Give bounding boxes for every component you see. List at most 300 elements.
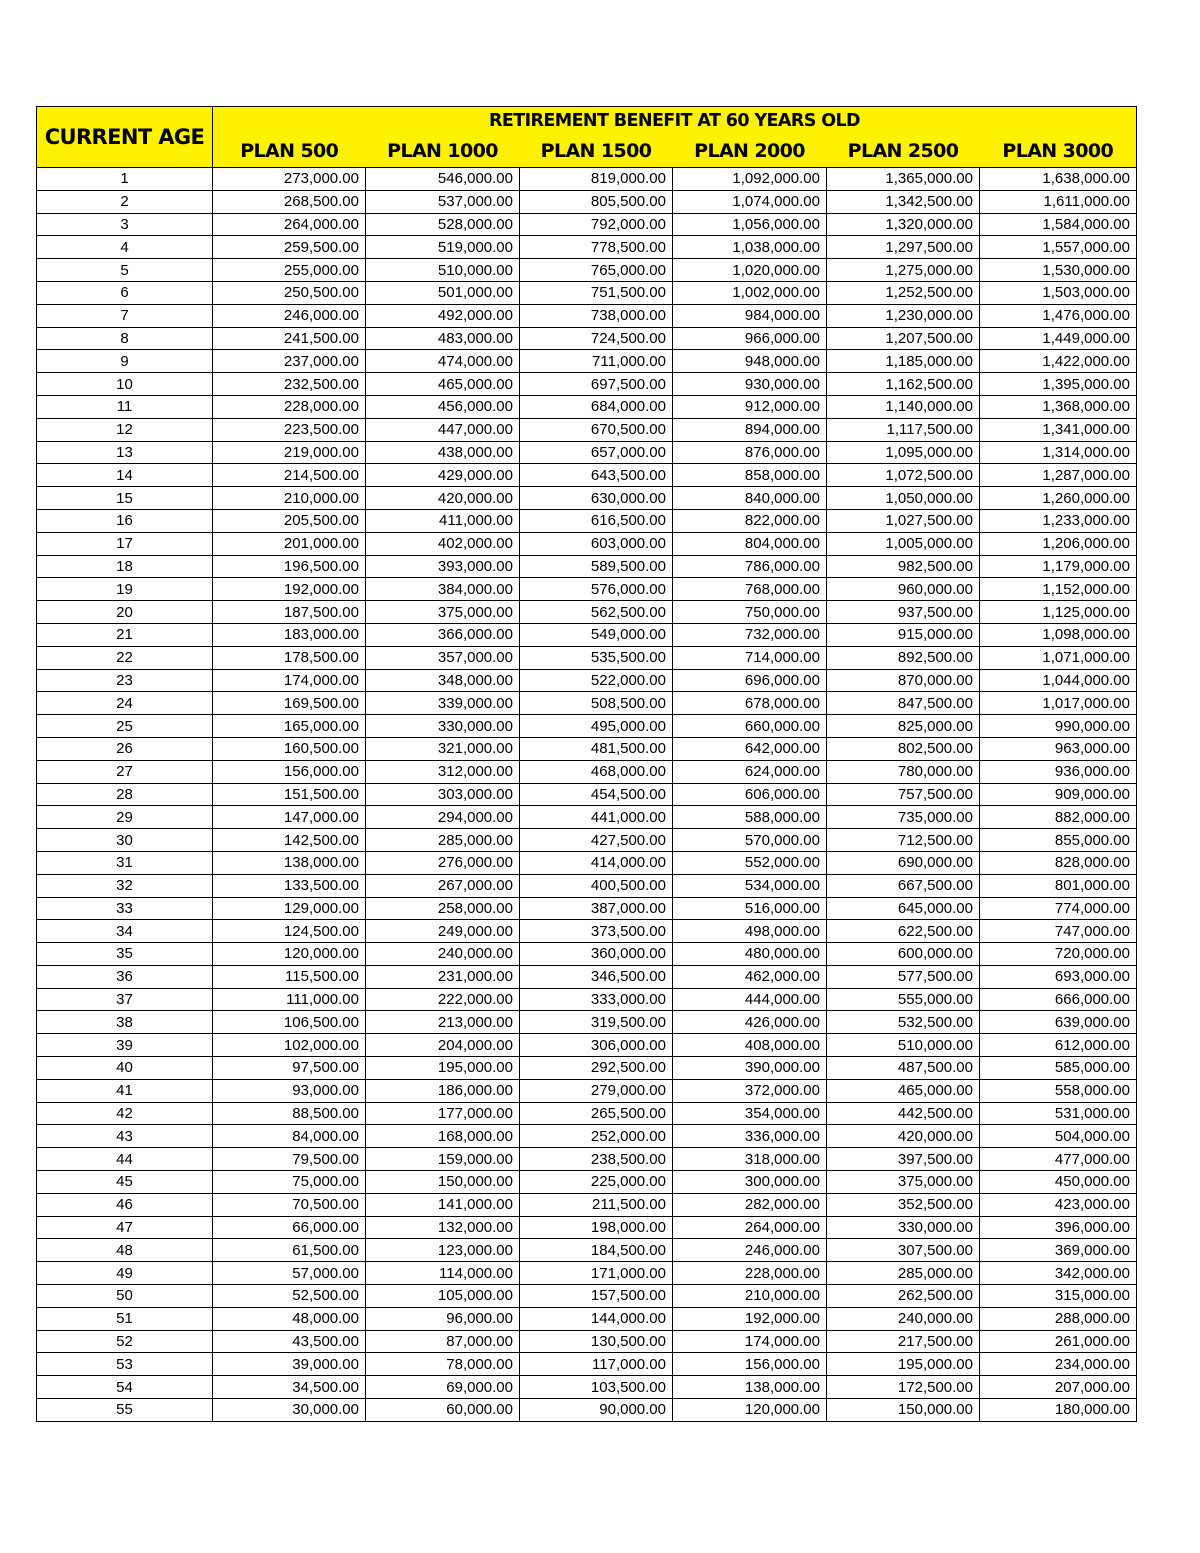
age-cell: 46: [37, 1193, 213, 1216]
benefit-cell: 48,000.00: [213, 1307, 366, 1330]
table-row: [37, 601, 1137, 624]
age-cell: 33: [37, 897, 213, 920]
benefit-cell: 492,000.00: [366, 304, 520, 327]
benefit-cell: 1,638,000.00: [980, 168, 1137, 191]
benefit-cell: 120,000.00: [213, 943, 366, 966]
benefit-cell: 528,000.00: [366, 213, 520, 236]
benefit-cell: 711,000.00: [520, 350, 673, 373]
benefit-cell: 288,000.00: [980, 1307, 1137, 1330]
benefit-cell: 396,000.00: [980, 1216, 1137, 1239]
benefit-cell: 420,000.00: [366, 487, 520, 510]
benefit-cell: 150,000.00: [366, 1171, 520, 1194]
benefit-cell: 498,000.00: [673, 920, 827, 943]
age-cell: 42: [37, 1102, 213, 1125]
benefit-cell: 792,000.00: [520, 213, 673, 236]
benefit-cell: 174,000.00: [673, 1330, 827, 1353]
age-cell: 20: [37, 601, 213, 624]
table-row: [37, 350, 1137, 373]
benefit-cell: 1,368,000.00: [980, 395, 1137, 418]
benefit-cell: 606,000.00: [673, 783, 827, 806]
benefit-cell: 267,000.00: [366, 874, 520, 897]
benefit-cell: 519,000.00: [366, 236, 520, 259]
benefit-cell: 858,000.00: [673, 464, 827, 487]
benefit-cell: 250,500.00: [213, 281, 366, 304]
age-cell: 52: [37, 1330, 213, 1353]
age-cell: 32: [37, 874, 213, 897]
benefit-cell: 111,000.00: [213, 988, 366, 1011]
age-cell: 49: [37, 1262, 213, 1285]
age-cell: 35: [37, 943, 213, 966]
benefit-cell: 876,000.00: [673, 441, 827, 464]
benefit-cell: 147,000.00: [213, 806, 366, 829]
table-row: [37, 1285, 1137, 1308]
benefit-cell: 60,000.00: [366, 1399, 520, 1422]
benefit-cell: 105,000.00: [366, 1285, 520, 1308]
benefit-cell: 589,500.00: [520, 555, 673, 578]
benefit-cell: 960,000.00: [827, 578, 980, 601]
benefit-cell: 822,000.00: [673, 509, 827, 532]
retirement-benefit-title: RETIREMENT BENEFIT AT 60 YEARS OLD: [213, 107, 1137, 136]
age-cell: 10: [37, 373, 213, 396]
benefit-cell: 262,500.00: [827, 1285, 980, 1308]
benefit-cell: 537,000.00: [366, 190, 520, 213]
age-cell: 28: [37, 783, 213, 806]
table-body: [37, 168, 1137, 1422]
benefit-cell: 639,000.00: [980, 1011, 1137, 1034]
benefit-cell: 535,500.00: [520, 646, 673, 669]
table-row: [37, 259, 1137, 282]
table-row: [37, 190, 1137, 213]
benefit-cell: 198,000.00: [520, 1216, 673, 1239]
benefit-cell: 1,320,000.00: [827, 213, 980, 236]
age-cell: 37: [37, 988, 213, 1011]
benefit-cell: 192,000.00: [673, 1307, 827, 1330]
table-row: [37, 1399, 1137, 1422]
benefit-cell: 1,056,000.00: [673, 213, 827, 236]
table-row: [37, 1262, 1137, 1285]
benefit-cell: 684,000.00: [520, 395, 673, 418]
benefit-cell: 802,500.00: [827, 737, 980, 760]
table-row: [37, 1239, 1137, 1262]
benefit-cell: 79,500.00: [213, 1148, 366, 1171]
benefit-cell: 427,500.00: [520, 829, 673, 852]
table-row: [37, 897, 1137, 920]
table-row: [37, 737, 1137, 760]
benefit-cell: 61,500.00: [213, 1239, 366, 1262]
benefit-cell: 1,287,000.00: [980, 464, 1137, 487]
benefit-cell: 1,207,500.00: [827, 327, 980, 350]
retirement-benefit-table: [36, 106, 1137, 1422]
benefit-cell: 70,500.00: [213, 1193, 366, 1216]
benefit-cell: 468,000.00: [520, 760, 673, 783]
benefit-cell: 387,000.00: [520, 897, 673, 920]
benefit-cell: 696,000.00: [673, 669, 827, 692]
benefit-cell: 177,000.00: [366, 1102, 520, 1125]
benefit-cell: 780,000.00: [827, 760, 980, 783]
benefit-cell: 156,000.00: [673, 1353, 827, 1376]
benefit-cell: 225,000.00: [520, 1171, 673, 1194]
age-cell: 25: [37, 715, 213, 738]
benefit-cell: 366,000.00: [366, 623, 520, 646]
benefit-cell: 495,000.00: [520, 715, 673, 738]
table-row: [37, 281, 1137, 304]
plan-header: PLAN 1500: [520, 135, 673, 168]
benefit-cell: 96,000.00: [366, 1307, 520, 1330]
benefit-cell: 570,000.00: [673, 829, 827, 852]
benefit-cell: 87,000.00: [366, 1330, 520, 1353]
benefit-cell: 738,000.00: [520, 304, 673, 327]
benefit-cell: 805,500.00: [520, 190, 673, 213]
benefit-cell: 342,000.00: [980, 1262, 1137, 1285]
benefit-cell: 697,500.00: [520, 373, 673, 396]
benefit-cell: 588,000.00: [673, 806, 827, 829]
age-cell: 47: [37, 1216, 213, 1239]
benefit-cell: 157,500.00: [520, 1285, 673, 1308]
benefit-cell: 180,000.00: [980, 1399, 1137, 1422]
benefit-cell: 102,000.00: [213, 1034, 366, 1057]
benefit-cell: 516,000.00: [673, 897, 827, 920]
benefit-cell: 774,000.00: [980, 897, 1137, 920]
age-cell: 12: [37, 418, 213, 441]
benefit-cell: 1,476,000.00: [980, 304, 1137, 327]
plan-header: PLAN 2500: [827, 135, 980, 168]
benefit-cell: 192,000.00: [213, 578, 366, 601]
benefit-cell: 1,584,000.00: [980, 213, 1137, 236]
benefit-cell: 279,000.00: [520, 1079, 673, 1102]
table-row: [37, 965, 1137, 988]
benefit-cell: 552,000.00: [673, 851, 827, 874]
benefit-cell: 178,500.00: [213, 646, 366, 669]
table-row: [37, 304, 1137, 327]
benefit-cell: 306,000.00: [520, 1034, 673, 1057]
table-row: [37, 532, 1137, 555]
benefit-cell: 373,500.00: [520, 920, 673, 943]
benefit-cell: 184,500.00: [520, 1239, 673, 1262]
benefit-cell: 84,000.00: [213, 1125, 366, 1148]
benefit-cell: 624,000.00: [673, 760, 827, 783]
benefit-cell: 255,000.00: [213, 259, 366, 282]
benefit-cell: 1,557,000.00: [980, 236, 1137, 259]
benefit-cell: 483,000.00: [366, 327, 520, 350]
benefit-cell: 276,000.00: [366, 851, 520, 874]
benefit-cell: 315,000.00: [980, 1285, 1137, 1308]
benefit-cell: 735,000.00: [827, 806, 980, 829]
benefit-cell: 285,000.00: [366, 829, 520, 852]
benefit-cell: 232,500.00: [213, 373, 366, 396]
benefit-cell: 333,000.00: [520, 988, 673, 1011]
benefit-cell: 819,000.00: [520, 168, 673, 191]
table-row: [37, 1193, 1137, 1216]
benefit-cell: 303,000.00: [366, 783, 520, 806]
benefit-cell: 465,000.00: [827, 1079, 980, 1102]
table-row: [37, 1011, 1137, 1034]
benefit-cell: 420,000.00: [827, 1125, 980, 1148]
benefit-cell: 751,500.00: [520, 281, 673, 304]
benefit-cell: 732,000.00: [673, 623, 827, 646]
benefit-cell: 1,275,000.00: [827, 259, 980, 282]
benefit-cell: 549,000.00: [520, 623, 673, 646]
benefit-cell: 160,500.00: [213, 737, 366, 760]
benefit-cell: 408,000.00: [673, 1034, 827, 1057]
benefit-cell: 531,000.00: [980, 1102, 1137, 1125]
benefit-cell: 273,000.00: [213, 168, 366, 191]
benefit-cell: 129,000.00: [213, 897, 366, 920]
table-row: [37, 1307, 1137, 1330]
table-row: [37, 1330, 1137, 1353]
table-row: [37, 1353, 1137, 1376]
benefit-cell: 103,500.00: [520, 1376, 673, 1399]
benefit-cell: 690,000.00: [827, 851, 980, 874]
benefit-cell: 402,000.00: [366, 532, 520, 555]
benefit-cell: 666,000.00: [980, 988, 1137, 1011]
benefit-cell: 106,500.00: [213, 1011, 366, 1034]
table-row: [37, 669, 1137, 692]
benefit-cell: 426,000.00: [673, 1011, 827, 1034]
table-row: [37, 851, 1137, 874]
benefit-cell: 1,395,000.00: [980, 373, 1137, 396]
table-row: [37, 692, 1137, 715]
benefit-cell: 441,000.00: [520, 806, 673, 829]
benefit-cell: 693,000.00: [980, 965, 1137, 988]
benefit-cell: 411,000.00: [366, 509, 520, 532]
benefit-cell: 504,000.00: [980, 1125, 1137, 1148]
benefit-cell: 1,297,500.00: [827, 236, 980, 259]
benefit-cell: 1,002,000.00: [673, 281, 827, 304]
age-cell: 2: [37, 190, 213, 213]
benefit-cell: 117,000.00: [520, 1353, 673, 1376]
benefit-cell: 307,500.00: [827, 1239, 980, 1262]
benefit-cell: 660,000.00: [673, 715, 827, 738]
age-cell: 34: [37, 920, 213, 943]
benefit-cell: 330,000.00: [827, 1216, 980, 1239]
benefit-cell: 124,500.00: [213, 920, 366, 943]
benefit-cell: 252,000.00: [520, 1125, 673, 1148]
benefit-cell: 214,500.00: [213, 464, 366, 487]
benefit-cell: 1,260,000.00: [980, 487, 1137, 510]
benefit-cell: 159,000.00: [366, 1148, 520, 1171]
age-cell: 15: [37, 487, 213, 510]
benefit-cell: 375,000.00: [827, 1171, 980, 1194]
benefit-cell: 138,000.00: [213, 851, 366, 874]
age-cell: 7: [37, 304, 213, 327]
benefit-cell: 642,000.00: [673, 737, 827, 760]
age-cell: 16: [37, 509, 213, 532]
benefit-cell: 577,500.00: [827, 965, 980, 988]
benefit-cell: 982,500.00: [827, 555, 980, 578]
table-row: [37, 236, 1137, 259]
benefit-cell: 240,000.00: [366, 943, 520, 966]
benefit-cell: 1,095,000.00: [827, 441, 980, 464]
plan-header: PLAN 2000: [673, 135, 827, 168]
benefit-cell: 1,252,500.00: [827, 281, 980, 304]
benefit-cell: 204,000.00: [366, 1034, 520, 1057]
age-cell: 48: [37, 1239, 213, 1262]
benefit-cell: 336,000.00: [673, 1125, 827, 1148]
benefit-cell: 555,000.00: [827, 988, 980, 1011]
benefit-cell: 508,500.00: [520, 692, 673, 715]
age-cell: 17: [37, 532, 213, 555]
benefit-cell: 1,314,000.00: [980, 441, 1137, 464]
benefit-cell: 612,000.00: [980, 1034, 1137, 1057]
age-cell: 6: [37, 281, 213, 304]
benefit-cell: 1,038,000.00: [673, 236, 827, 259]
benefit-cell: 585,000.00: [980, 1057, 1137, 1080]
benefit-cell: 312,000.00: [366, 760, 520, 783]
table-row: [37, 373, 1137, 396]
benefit-cell: 1,611,000.00: [980, 190, 1137, 213]
benefit-cell: 894,000.00: [673, 418, 827, 441]
current-age-header: CURRENT AGE: [37, 107, 213, 168]
benefit-cell: 474,000.00: [366, 350, 520, 373]
benefit-cell: 645,000.00: [827, 897, 980, 920]
benefit-cell: 354,000.00: [673, 1102, 827, 1125]
table-row: [37, 418, 1137, 441]
benefit-cell: 562,500.00: [520, 601, 673, 624]
benefit-cell: 397,500.00: [827, 1148, 980, 1171]
benefit-cell: 870,000.00: [827, 669, 980, 692]
benefit-cell: 442,500.00: [827, 1102, 980, 1125]
age-cell: 21: [37, 623, 213, 646]
benefit-cell: 39,000.00: [213, 1353, 366, 1376]
table-row: [37, 1148, 1137, 1171]
benefit-cell: 1,233,000.00: [980, 509, 1137, 532]
benefit-cell: 183,000.00: [213, 623, 366, 646]
benefit-cell: 909,000.00: [980, 783, 1137, 806]
age-cell: 38: [37, 1011, 213, 1034]
benefit-cell: 123,000.00: [366, 1239, 520, 1262]
plan-header: PLAN 500: [213, 135, 366, 168]
benefit-cell: 1,044,000.00: [980, 669, 1137, 692]
benefit-cell: 1,179,000.00: [980, 555, 1137, 578]
table-row: [37, 988, 1137, 1011]
benefit-cell: 616,500.00: [520, 509, 673, 532]
benefit-cell: 1,050,000.00: [827, 487, 980, 510]
benefit-cell: 532,500.00: [827, 1011, 980, 1034]
age-cell: 1: [37, 168, 213, 191]
benefit-cell: 510,000.00: [827, 1034, 980, 1057]
age-cell: 50: [37, 1285, 213, 1308]
benefit-cell: 423,000.00: [980, 1193, 1137, 1216]
benefit-cell: 480,000.00: [673, 943, 827, 966]
age-cell: 23: [37, 669, 213, 692]
table-row: [37, 213, 1137, 236]
benefit-cell: 1,072,500.00: [827, 464, 980, 487]
benefit-cell: 339,000.00: [366, 692, 520, 715]
benefit-cell: 285,000.00: [827, 1262, 980, 1285]
benefit-cell: 319,500.00: [520, 1011, 673, 1034]
benefit-cell: 882,000.00: [980, 806, 1137, 829]
benefit-cell: 825,000.00: [827, 715, 980, 738]
benefit-cell: 462,000.00: [673, 965, 827, 988]
benefit-cell: 1,449,000.00: [980, 327, 1137, 350]
benefit-cell: 213,000.00: [366, 1011, 520, 1034]
benefit-cell: 78,000.00: [366, 1353, 520, 1376]
benefit-cell: 963,000.00: [980, 737, 1137, 760]
benefit-cell: 984,000.00: [673, 304, 827, 327]
benefit-cell: 90,000.00: [520, 1399, 673, 1422]
benefit-cell: 1,162,500.00: [827, 373, 980, 396]
benefit-cell: 915,000.00: [827, 623, 980, 646]
age-cell: 43: [37, 1125, 213, 1148]
benefit-cell: 357,000.00: [366, 646, 520, 669]
age-cell: 9: [37, 350, 213, 373]
age-cell: 55: [37, 1399, 213, 1422]
benefit-cell: 258,000.00: [366, 897, 520, 920]
benefit-cell: 217,500.00: [827, 1330, 980, 1353]
benefit-cell: 558,000.00: [980, 1079, 1137, 1102]
benefit-cell: 150,000.00: [827, 1399, 980, 1422]
benefit-cell: 43,500.00: [213, 1330, 366, 1353]
benefit-cell: 321,000.00: [366, 737, 520, 760]
benefit-cell: 346,500.00: [520, 965, 673, 988]
benefit-cell: 1,092,000.00: [673, 168, 827, 191]
table-row: [37, 1034, 1137, 1057]
benefit-cell: 892,500.00: [827, 646, 980, 669]
benefit-cell: 282,000.00: [673, 1193, 827, 1216]
table-row: [37, 1102, 1137, 1125]
age-cell: 51: [37, 1307, 213, 1330]
benefit-cell: 261,000.00: [980, 1330, 1137, 1353]
benefit-cell: 643,500.00: [520, 464, 673, 487]
benefit-cell: 207,000.00: [980, 1376, 1137, 1399]
benefit-cell: 69,000.00: [366, 1376, 520, 1399]
benefit-cell: 447,000.00: [366, 418, 520, 441]
age-cell: 5: [37, 259, 213, 282]
benefit-cell: 375,000.00: [366, 601, 520, 624]
benefit-cell: 1,020,000.00: [673, 259, 827, 282]
benefit-cell: 133,500.00: [213, 874, 366, 897]
benefit-cell: 576,000.00: [520, 578, 673, 601]
benefit-cell: 1,027,500.00: [827, 509, 980, 532]
benefit-cell: 93,000.00: [213, 1079, 366, 1102]
benefit-cell: 300,000.00: [673, 1171, 827, 1194]
benefit-cell: 546,000.00: [366, 168, 520, 191]
benefit-cell: 241,500.00: [213, 327, 366, 350]
benefit-cell: 600,000.00: [827, 943, 980, 966]
benefit-cell: 66,000.00: [213, 1216, 366, 1239]
benefit-cell: 292,500.00: [520, 1057, 673, 1080]
table-row: [37, 920, 1137, 943]
benefit-cell: 465,000.00: [366, 373, 520, 396]
benefit-cell: 1,005,000.00: [827, 532, 980, 555]
benefit-cell: 130,500.00: [520, 1330, 673, 1353]
benefit-cell: 144,000.00: [520, 1307, 673, 1330]
benefit-cell: 348,000.00: [366, 669, 520, 692]
benefit-cell: 231,000.00: [366, 965, 520, 988]
age-cell: 41: [37, 1079, 213, 1102]
benefit-cell: 372,000.00: [673, 1079, 827, 1102]
benefit-cell: 318,000.00: [673, 1148, 827, 1171]
age-cell: 4: [37, 236, 213, 259]
benefit-cell: 400,500.00: [520, 874, 673, 897]
benefit-cell: 369,000.00: [980, 1239, 1137, 1262]
benefit-cell: 228,000.00: [213, 395, 366, 418]
benefit-cell: 778,500.00: [520, 236, 673, 259]
benefit-cell: 657,000.00: [520, 441, 673, 464]
benefit-cell: 228,000.00: [673, 1262, 827, 1285]
benefit-cell: 393,000.00: [366, 555, 520, 578]
benefit-cell: 1,152,000.00: [980, 578, 1137, 601]
benefit-cell: 352,500.00: [827, 1193, 980, 1216]
benefit-cell: 828,000.00: [980, 851, 1137, 874]
age-cell: 30: [37, 829, 213, 852]
benefit-cell: 264,000.00: [213, 213, 366, 236]
benefit-cell: 172,500.00: [827, 1376, 980, 1399]
age-cell: 29: [37, 806, 213, 829]
age-cell: 27: [37, 760, 213, 783]
benefit-cell: 714,000.00: [673, 646, 827, 669]
benefit-cell: 454,500.00: [520, 783, 673, 806]
